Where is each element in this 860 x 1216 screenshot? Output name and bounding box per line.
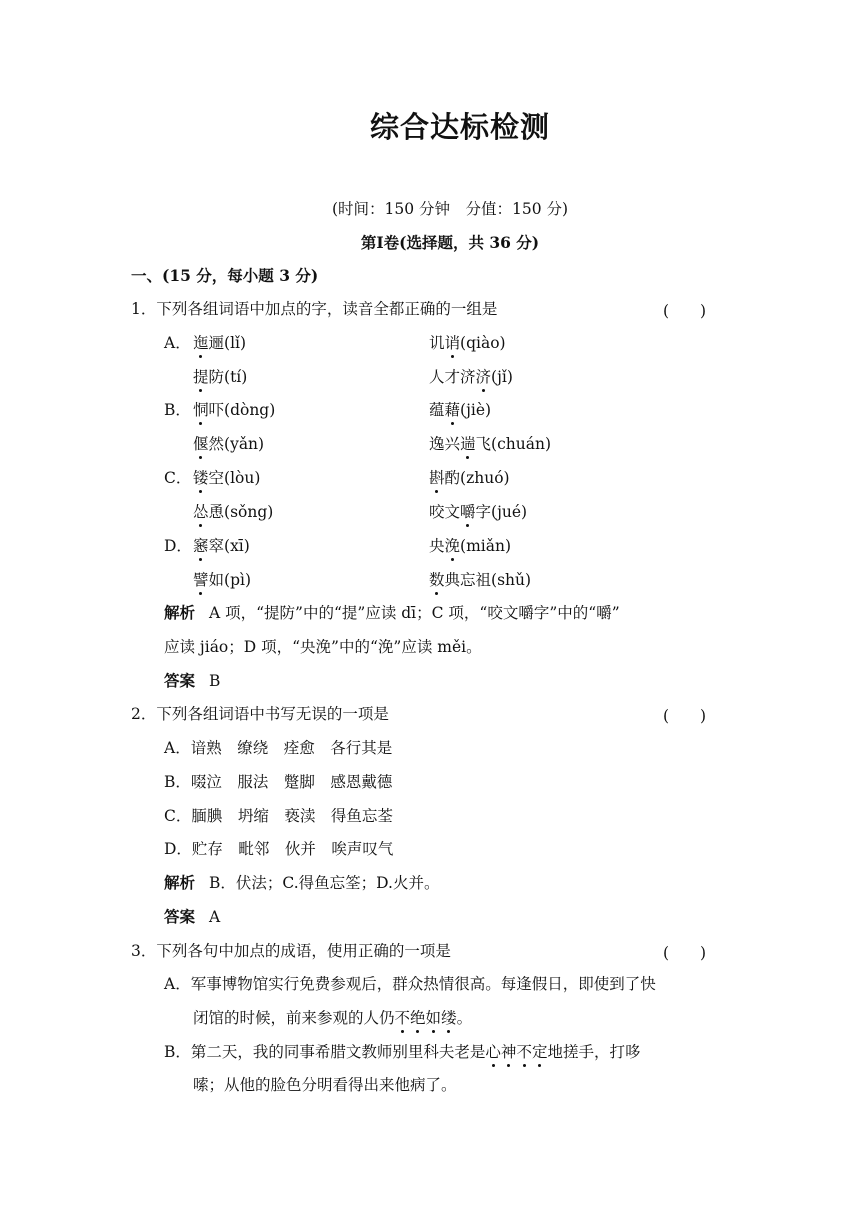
- q1-b-word3: 蕴藉(jiè): [429, 401, 492, 419]
- q1-stem: 1．下列各组词语中加点的字，读音全都正确的一组是: [131, 300, 498, 318]
- q3-stem: 3．下列各句中加点的成语，使用正确的一项是: [131, 942, 451, 960]
- q3-option-b: B．第二天，我的同事希腊文教师别里科夫老是心神不定地搓手，打哆: [164, 1043, 641, 1061]
- q1-d-word4: 数典忘祖(shǔ): [429, 571, 532, 589]
- q1-option-b-label: B．: [164, 401, 191, 419]
- q2-option-a: A．谙熟 缭绕 痊愈 各行其是: [164, 739, 393, 757]
- q1-c-word2: 怂恿(sǒng): [193, 503, 274, 521]
- q1-analysis-cont: 应读 jiáo；D 项，“央浼”中的“浼”应读 měi。: [164, 638, 482, 656]
- analysis-label: 解析: [164, 603, 196, 622]
- q2-stem: 2．下列各组词语中书写无误的一项是: [131, 705, 389, 723]
- q2-answer: 答案 A: [164, 907, 221, 926]
- q1-answer-blank: ( ): [663, 302, 707, 320]
- q2-analysis: 解析 B．伏法；C.得鱼忘筌；D.火并。: [164, 873, 440, 892]
- q1-d-word2: 譬如(pì): [193, 571, 251, 589]
- q1-d-word1: 窸窣(xī): [193, 537, 250, 555]
- exam-meta: (时间：150 分钟 分值：150 分): [331, 200, 569, 218]
- q3-option-a-cont: 闭馆的时候，前来参观的人仍不绝如缕。: [193, 1009, 473, 1027]
- q1-analysis: 解析 A 项，“提防”中的“提”应读 dī；C 项，“咬文嚼字”中的“嚼”: [164, 603, 620, 622]
- q1-answer: 答案 B: [164, 671, 221, 690]
- answer-label: 答案: [164, 671, 196, 690]
- q1-a-word4: 人才济济(jǐ): [429, 368, 513, 386]
- q2-option-c: C．腼腆 坍缩 亵渎 得鱼忘荃: [164, 807, 393, 825]
- q1-c-word3: 斟酌(zhuó): [429, 469, 510, 487]
- q1-c-word4: 咬文嚼字(jué): [429, 503, 528, 521]
- part-heading: 一、(15 分，每小题 3 分): [131, 266, 319, 285]
- q2-answer-blank: ( ): [663, 707, 707, 725]
- q3-option-b-cont: 嗦；从他的脸色分明看得出来他病了。: [193, 1076, 457, 1094]
- q1-a-word3: 讥诮(qiào): [429, 334, 506, 352]
- q1-option-c-label: C．: [164, 469, 192, 487]
- q1-a-word2: 提防(tí): [193, 368, 248, 386]
- q1-b-word1: 恫吓(dòng): [193, 401, 276, 419]
- page-title: 综合达标检测: [369, 110, 550, 144]
- q1-b-word4: 逸兴遄飞(chuán): [429, 435, 551, 453]
- q1-option-d-label: D．: [164, 537, 192, 555]
- q1-c-word1: 镂空(lòu): [193, 469, 261, 487]
- q1-a-word1: 迤逦(lǐ): [193, 334, 247, 352]
- q1-d-word3: 央浼(miǎn): [429, 537, 512, 555]
- section-heading: 第Ⅰ卷(选择题，共 36 分): [360, 233, 540, 252]
- q2-option-b: B．啜泣 服法 蹩脚 感恩戴德: [164, 773, 393, 791]
- q3-answer-blank: ( ): [663, 944, 707, 962]
- q1-b-word2: 偃然(yǎn): [193, 435, 265, 453]
- q2-option-d: D．贮存 毗邻 伙并 唉声叹气: [164, 840, 394, 858]
- q1-option-a-label: A．: [164, 334, 191, 352]
- q3-option-a: A．军事博物馆实行免费参观后，群众热情很高。每逢假日，即使到了快: [164, 975, 656, 993]
